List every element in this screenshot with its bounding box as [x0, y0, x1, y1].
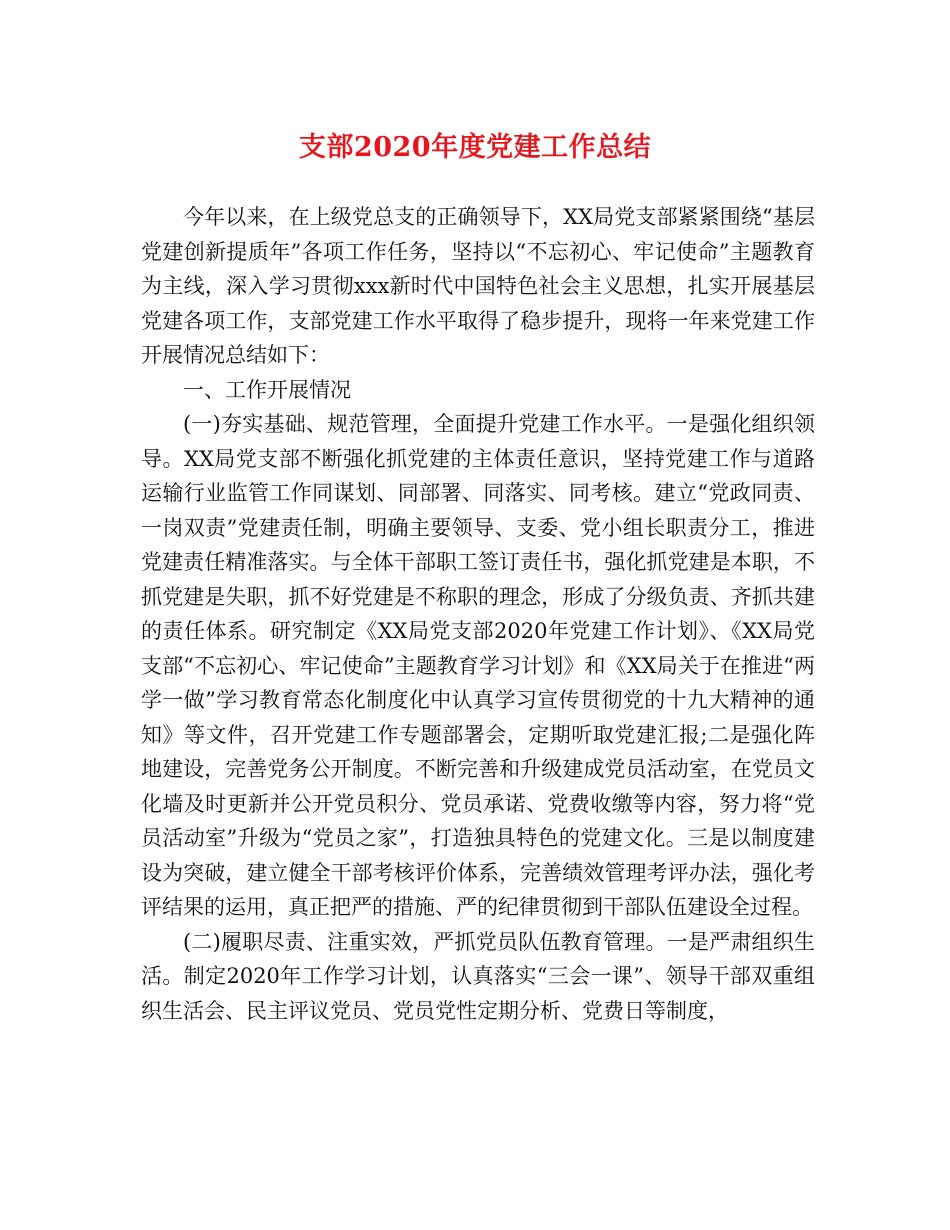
section-paragraph-2: (二)履职尽责、注重实效，严抓党员队伍教育管理。一是严肃组织生活。制定2020年工作学习计划，认真落实“三会一课”、领导干部双重组织生活会、民主评议党员、党员党性定期分析、党费日等制度， — [141, 929, 815, 1023]
section-heading: 一、工作开展情况 — [183, 377, 351, 402]
intro-paragraph: 今年以来，在上级党总支的正确领导下，XX局党支部紧紧围绕“基层党建创新提质年”各项工作任务，坚持以“不忘初心、牢记使命”主题教育为主线，深入学习贯彻xxx新时代中国特色社会主义思想，扎实开展基层党建各项工作，支部党建工作水平取得了稳步提升，现将一年来党建工作开展情况总结如下： — [141, 205, 815, 367]
section-paragraph-1: (一)夯实基础、规范管理，全面提升党建工作水平。一是强化组织领导。XX局党支部不断强化抓党建的主体责任意识，坚持党建工作与道路运输行业监管工作同谋划、同部署、同落实、同考核。建立“党政同责、一岗双责”党建责任制，明确主要领导、支委、党小组长职责分工，推进党建责任精准落实。与全体干部职工签订责任书，强化抓党建是本职，不抓党建是失职，抓不好党建是不称职的理念，形成了分级负责、齐抓共建的责任体系。研究制定《XX局党支部2020年党建工作计划》、《XX局党支部“不忘初心、牢记使命”主题教育学习计划》和《XX局关于在推进“两学一做”学习教育常态化制度化中认真学习宣传贯彻党的十九大精神的通知》等文件，召开党建工作专题部署会，定期听取党建汇报;二是强化阵地建设，完善党务公开制度。不断完善和升级建成党员活动室，在党员文化墙及时更新并公开党员积分、党员承诺、党费收缴等内容，努力将“党员活动室”升级为“党员之家”，打造独具特色的党建文化。三是以制度建设为突破，建立健全干部考核评价体系，完善绩效管理考评办法，强化考评结果的运用，真正把严的措施、严的纪律贯彻到干部队伍建设全过程。 — [141, 412, 815, 919]
document-title: 支部2020年度党建工作总结 — [298, 132, 652, 163]
document-body — [141, 200, 815, 1028]
